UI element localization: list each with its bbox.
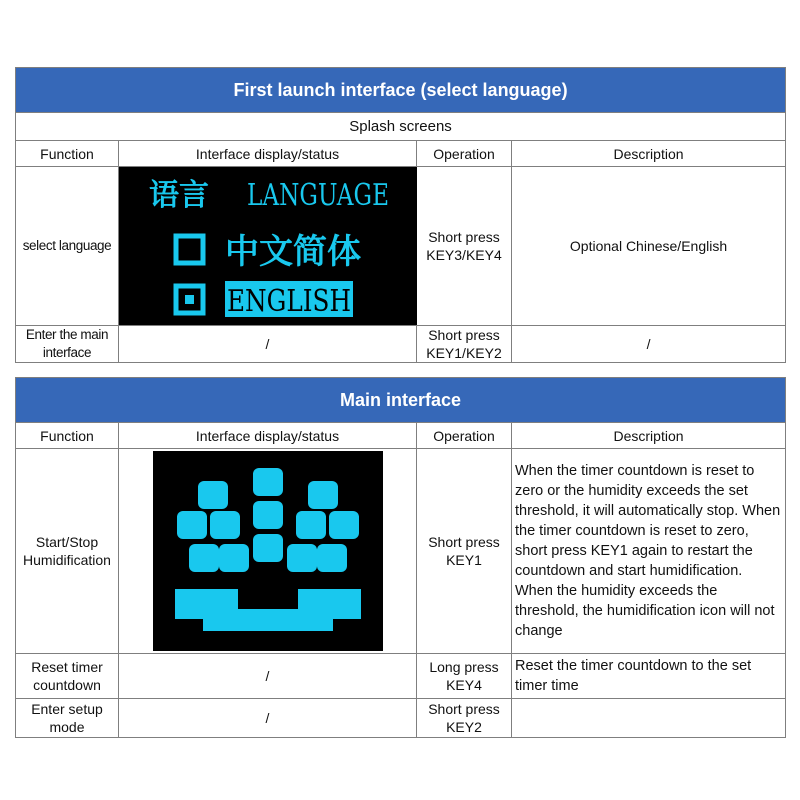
row-function: Reset timer countdown [16,654,119,699]
row-display: / [119,654,417,699]
humidification-icon [153,451,383,651]
col-interface: Interface display/status [119,141,417,167]
row-function: select language [16,167,119,326]
row-description: Reset the timer countdown to the set timer time [512,654,786,699]
col-description: Description [512,141,786,167]
language-screen [119,167,417,325]
col-operation: Operation [417,141,512,167]
col-interface: Interface display/status [119,423,417,449]
screen-title-cn: 语言 [149,178,209,213]
main-interface-title: Main interface [16,378,786,423]
language-screen-cell [119,167,417,326]
row-description: When the timer countdown is reset to zero or the humidity exceeds the set threshold, it will automatically stop. When the timer countdown is reset to zero, short press KEY1 again to restart the countdown and start humidification. When the humidity exceeds the threshold, the humidification icon will not change [512,449,786,654]
humidifier-screen-cell [119,449,417,654]
row-function: Enter the main interface [16,326,119,363]
col-function: Function [16,141,119,167]
screen-title-en: LANGUAGE [247,178,389,213]
row-operation: Short press KEY3/KEY4 [417,167,512,326]
option-en-label: ENGLISH [227,284,351,319]
col-operation: Operation [417,423,512,449]
row-operation: Long press KEY4 [417,654,512,699]
row-operation: Short press KEY1/KEY2 [417,326,512,363]
col-description: Description [512,423,786,449]
row-function: Enter setup mode [16,699,119,738]
row-operation: Short press KEY1 [417,449,512,654]
row-description [512,699,786,738]
row-display: / [119,699,417,738]
first-launch-table [15,67,786,363]
row-operation: Short press KEY2 [417,699,512,738]
main-interface-table [15,377,786,738]
row-function: Start/Stop Humidification [16,449,119,654]
row-display: / [119,326,417,363]
row-description: / [512,326,786,363]
row-description: Optional Chinese/English [512,167,786,326]
option-cn-label: 中文简体 [225,232,361,272]
first-launch-title: First launch interface (select language) [16,68,786,113]
col-function: Function [16,423,119,449]
splash-screens-label: Splash screens [16,113,786,141]
